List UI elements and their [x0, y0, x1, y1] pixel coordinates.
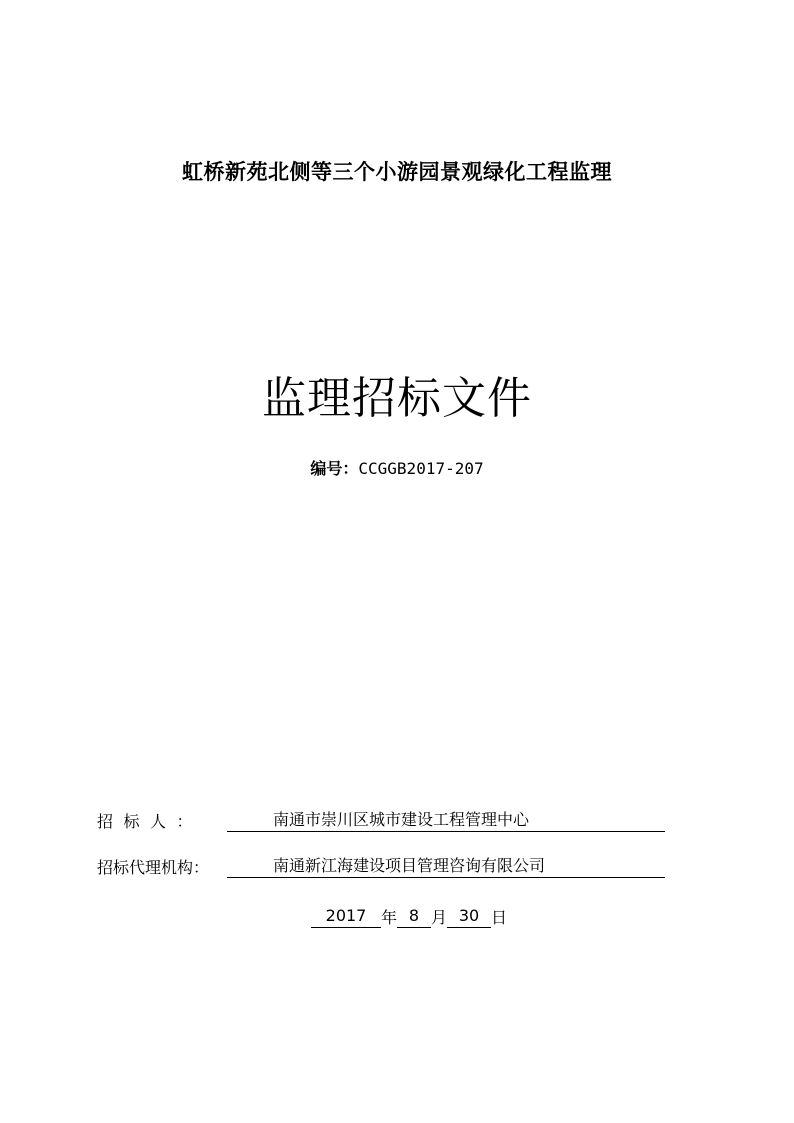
document-title: 监理招标文件 [262, 373, 532, 424]
agency-label: 招标代理机构： [97, 858, 210, 877]
date-year-unit: 年 [381, 908, 398, 927]
project-title: 虹桥新苑北侧等三个小游园景观绿化工程监理 [182, 159, 612, 184]
date-year: 2017 [311, 905, 381, 928]
agency-row [97, 852, 665, 878]
document-number-label: 编号： [310, 459, 359, 478]
tenderer-value: 南通市崇川区城市建设工程管理中心 [227, 809, 665, 832]
agency-value: 南通新江海建设项目管理咨询有限公司 [227, 855, 665, 878]
tenderer-row [97, 806, 665, 832]
tenderer-label: 招标人： [97, 812, 204, 831]
date-day: 30 [447, 905, 491, 928]
issue-date [311, 905, 507, 928]
date-month: 8 [397, 905, 431, 928]
date-month-unit: 月 [431, 908, 448, 927]
document-number [0, 456, 794, 479]
document-number-value: CCGGB2017-207 [358, 459, 484, 478]
date-day-unit: 日 [491, 908, 508, 927]
